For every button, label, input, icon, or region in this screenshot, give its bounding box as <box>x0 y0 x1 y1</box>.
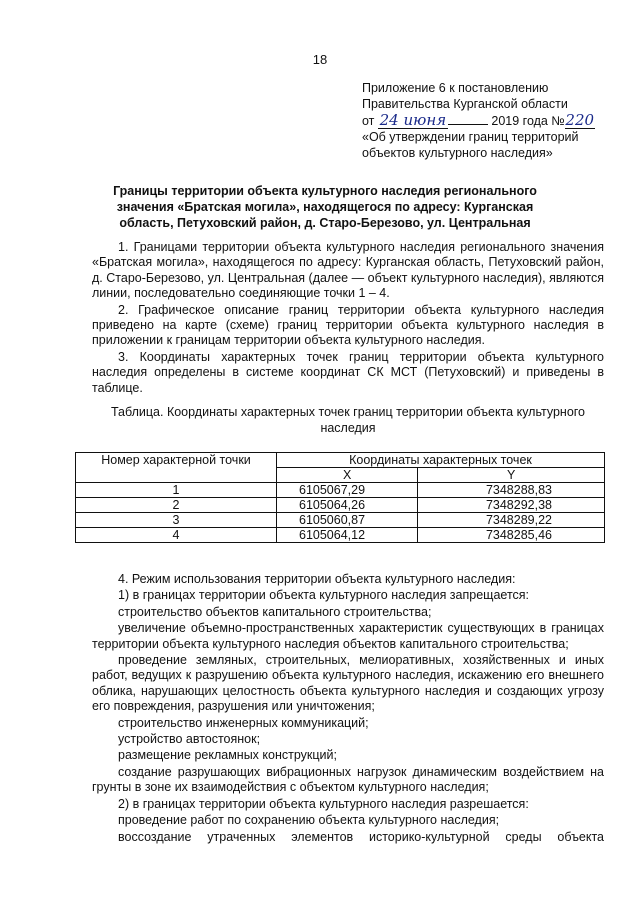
date-prefix: от <box>362 114 375 128</box>
appendix-date-line <box>362 112 622 129</box>
year-text: 2019 года № <box>491 114 565 128</box>
table-row <box>76 498 605 513</box>
regime-allowed-heading: 2) в границах территории объекта культурного наследия разрешается: <box>118 796 529 811</box>
coord-x: 6105064,26 <box>277 498 418 513</box>
usage-regime-section <box>92 572 604 845</box>
regime-heading: 4. Режим использования территории объекта культурного наследия: <box>118 572 516 586</box>
page-number: 18 <box>312 52 328 67</box>
paragraph-3: 3. Координаты характерных точек границ территории объекта культурного наследия определены в системе координат СК МСТ (Петуховский) и приведены в таблице. <box>92 349 604 395</box>
regime-item: устройство автостоянок; <box>118 732 261 747</box>
table-row <box>76 528 605 543</box>
coord-y: 7348292,38 <box>418 498 605 513</box>
header-y: Y <box>418 468 605 483</box>
header-coordinates: Координаты характерных точек <box>277 453 605 468</box>
coordinates-table <box>75 452 605 543</box>
regime-item: увеличение объемно-пространственных характеристик существующих в границах территории объекта культурного наследия объектов капитального строительства; <box>92 621 604 651</box>
regime-item: строительство инженерных коммуникаций; <box>118 715 369 730</box>
coord-y: 7348289,22 <box>418 513 605 528</box>
intro-paragraphs <box>92 240 604 396</box>
appendix-header <box>362 80 622 161</box>
regime-prohibited-heading: 1) в границах территории объекта культурного наследия запрещается: <box>118 588 530 603</box>
regime-item: воссоздание утраченных элементов историко-культурной среды объекта <box>118 829 604 844</box>
regime-item: проведение земляных, строительных, мелиоративных, хозяйственных и иных работ, ведущих к разрушению объекта культурного наследия, искажению его внешнего облика, нарушающих целостность объекта культурного наследия и создающих угрозу его повреждения, разрушения или уничтожения; <box>92 653 604 714</box>
handwritten-number: 220 <box>565 111 595 129</box>
appendix-line-5: объектов культурного наследия» <box>362 146 553 160</box>
appendix-line-4: «Об утверждении границ территорий <box>362 130 579 144</box>
date-underline <box>448 124 488 125</box>
point-number: 3 <box>76 513 277 528</box>
appendix-line-1: Приложение 6 к постановлению <box>362 81 549 95</box>
coord-x: 6105064,12 <box>277 528 418 543</box>
coord-x: 6105067,29 <box>277 483 418 498</box>
table-header-row <box>76 453 605 468</box>
regime-item: создание разрушающих вибрационных нагрузок динамическим воздействием на грунты в зоне их взаимодействия с объектом культурного наследия; <box>92 764 604 795</box>
paragraph-2: 2. Графическое описание границ территории объекта культурного наследия приведено на карте (схеме) границ территории объекта культурного наследия в приложении к границам территории объекта культурного наследия. <box>92 302 604 348</box>
paragraph-1: 1. Границами территории объекта культурного наследия регионального значения «Братская могила», находящегося по адресу: Курганская область, Петуховский район, д. Старо-Березово, ул. Центральная (далее — объект культурного наследия), являются линии, последовательно соединяющие точки 1 – 4. <box>92 240 604 301</box>
header-x: X <box>277 468 418 483</box>
regime-item: проведение работ по сохранению объекта культурного наследия; <box>118 813 500 828</box>
table-row <box>76 513 605 528</box>
coord-y: 7348285,46 <box>418 528 605 543</box>
handwritten-date: 24 июня <box>379 111 447 129</box>
regime-item: строительство объектов капитального строительства; <box>118 604 432 619</box>
table-caption: Таблица. Координаты характерных точек границ территории объекта культурного наследия <box>110 405 586 435</box>
table-row <box>76 483 605 498</box>
point-number: 1 <box>76 483 277 498</box>
coord-y: 7348288,83 <box>418 483 605 498</box>
appendix-line-2: Правительства Курганской области <box>362 97 568 111</box>
point-number: 2 <box>76 498 277 513</box>
document-title: Границы территории объекта культурного наследия регионального значения «Братская могила», находящегося по адресу: Курганская область, Петуховский район, д. Старо-Березово, ул. Центральная <box>113 184 537 230</box>
point-number: 4 <box>76 528 277 543</box>
coord-x: 6105060,87 <box>277 513 418 528</box>
header-point-number: Номер характерной точки <box>76 453 277 483</box>
regime-item: размещение рекламных конструкций; <box>118 748 337 763</box>
